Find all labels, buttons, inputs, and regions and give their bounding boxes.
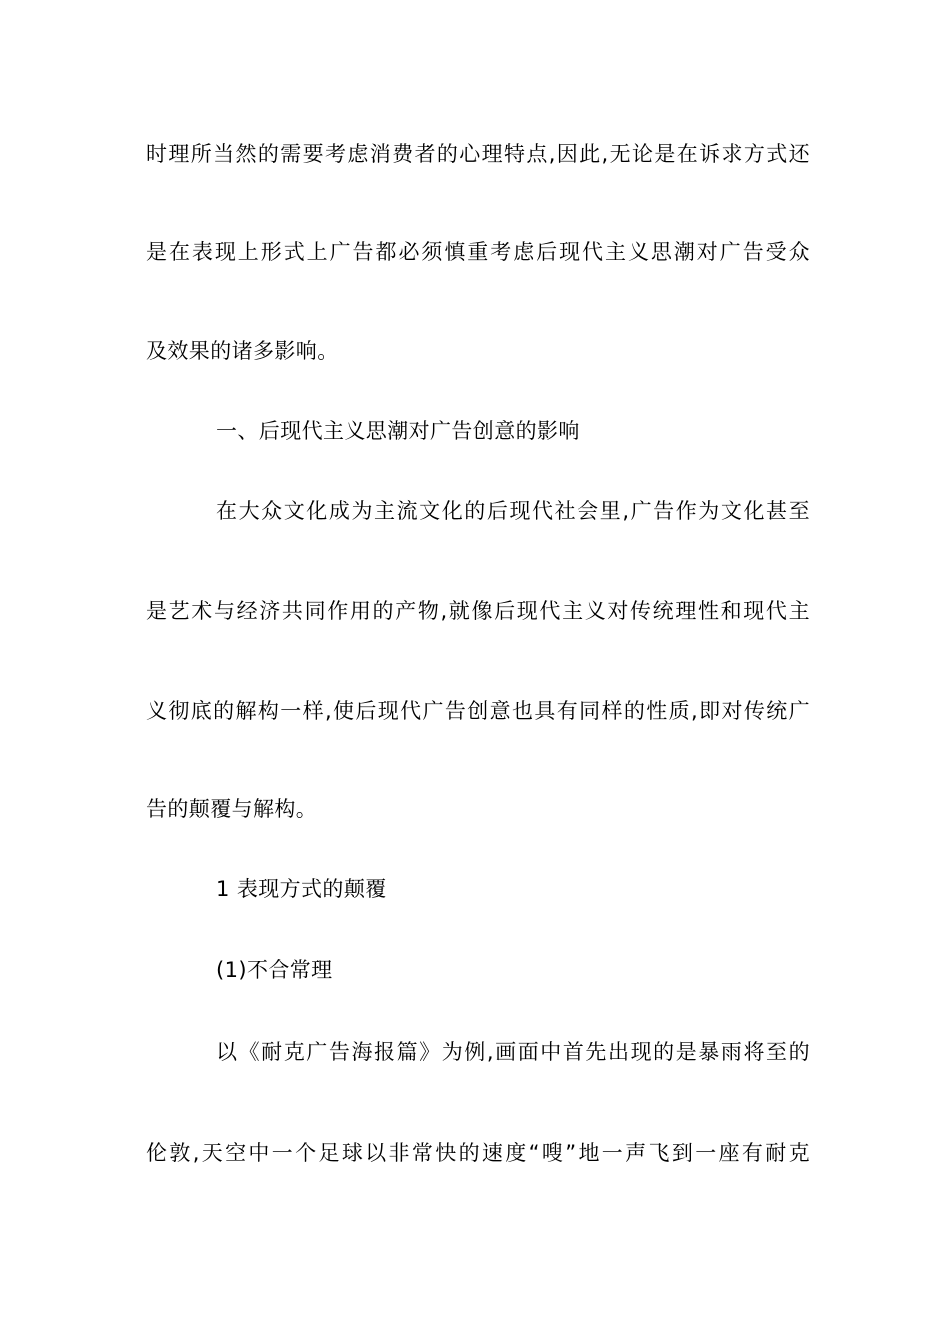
text-line-5: 在大众文化成为主流文化的后现代社会里,广告作为文化甚至 xyxy=(216,499,810,523)
subsection-heading: 1 表现方式的颠覆 xyxy=(216,877,387,901)
text-line-3: 及效果的诸多影响。 xyxy=(146,339,339,363)
text-line-6: 是艺术与经济共同作用的产物,就像后现代主义对传统理性和现代主 xyxy=(146,599,810,623)
text-line-11: 以《耐克广告海报篇》为例,画面中首先出现的是暴雨将至的 xyxy=(216,1040,810,1064)
text-line-2: 是在表现上形式上广告都必须慎重考虑后现代主义思潮对广告受众 xyxy=(146,240,810,264)
text-line-7: 义彻底的解构一样,使后现代广告创意也具有同样的性质,即对传统广 xyxy=(146,699,810,723)
text-line-1: 时理所当然的需要考虑消费者的心理特点,因此,无论是在诉求方式还 xyxy=(146,142,810,166)
sub-subsection-heading: (1)不合常理 xyxy=(216,958,333,982)
text-line-12: 伦敦,天空中一个足球以非常快的速度“嗖”地一声飞到一座有耐克 xyxy=(146,1141,810,1165)
section-heading: 一、后现代主义思潮对广告创意的影响 xyxy=(216,419,580,443)
text-line-8: 告的颠覆与解构。 xyxy=(146,797,318,821)
